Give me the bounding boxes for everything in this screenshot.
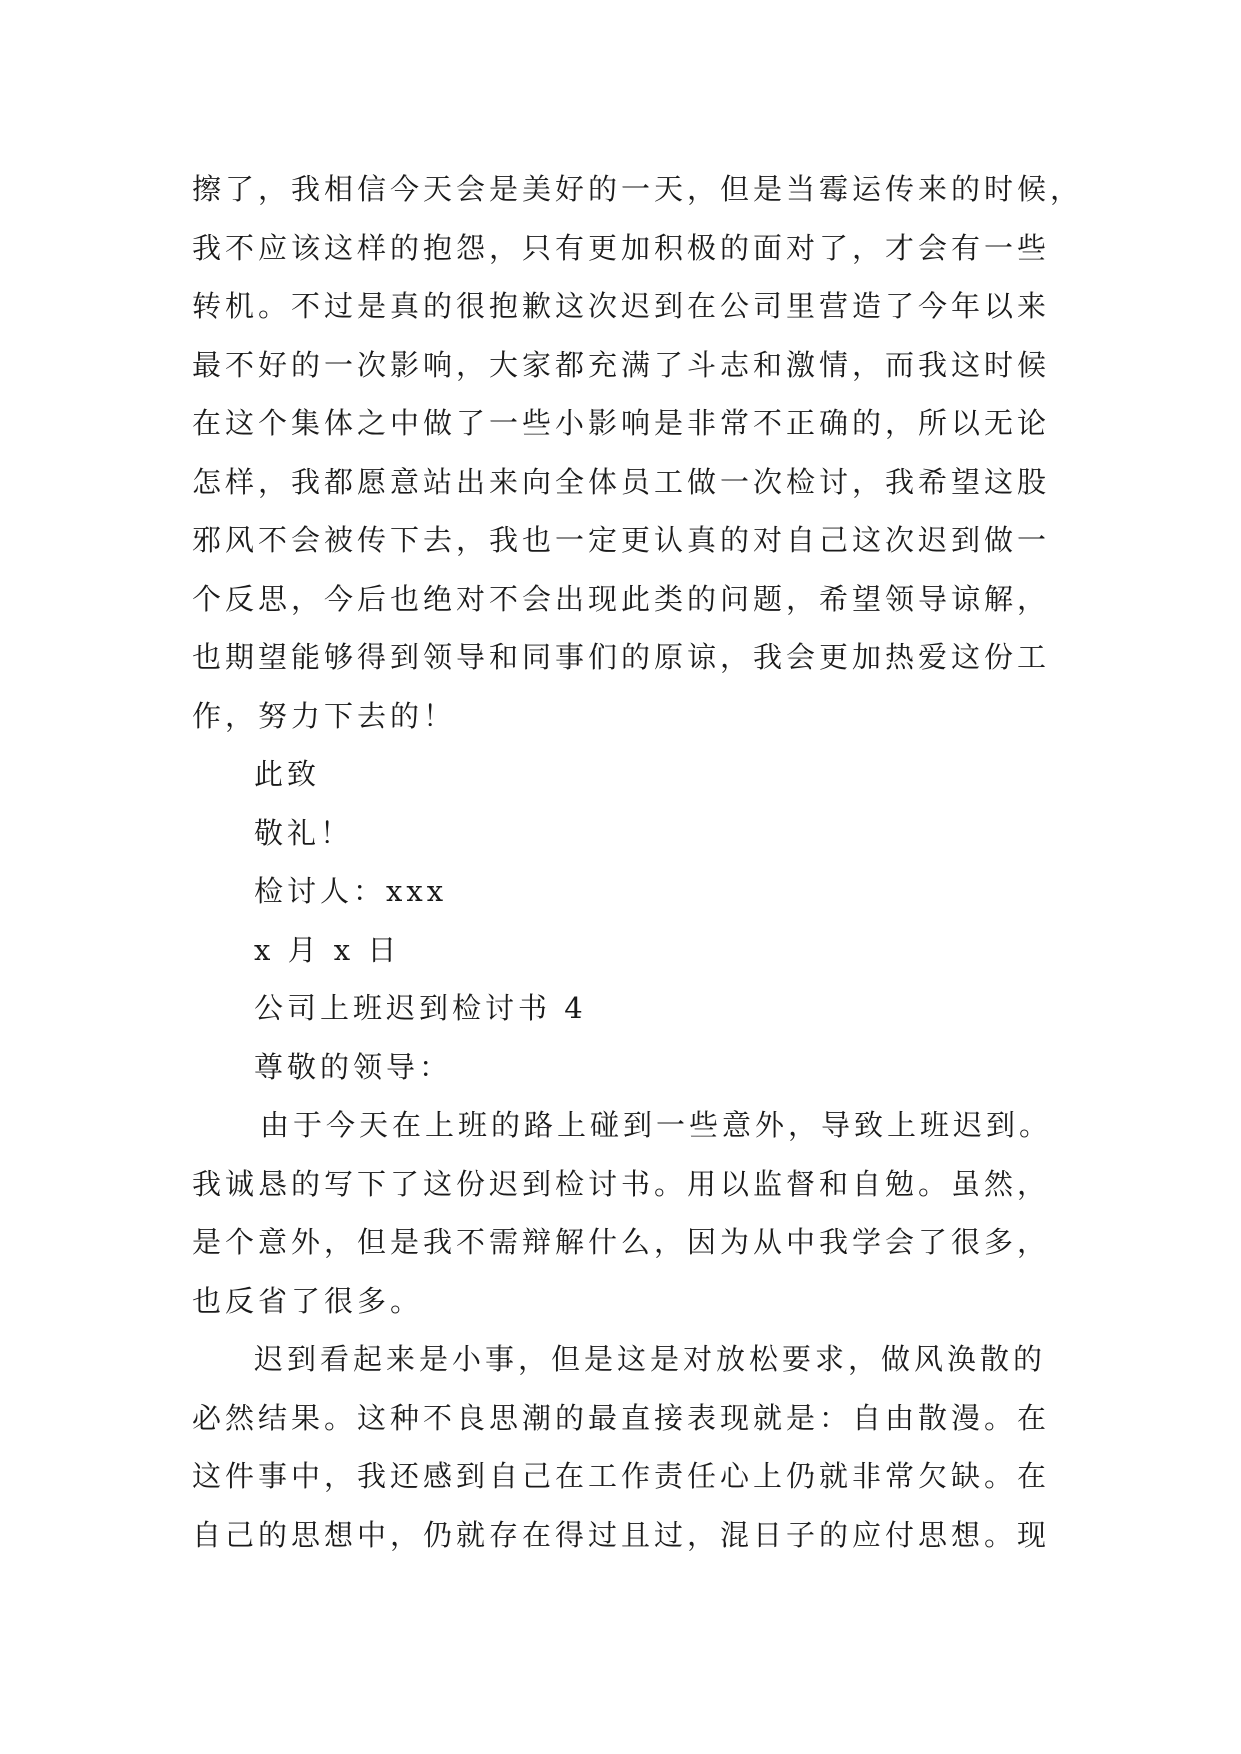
paragraph-line: 最不好的一次影响，大家都充满了斗志和激情，而我这时候 bbox=[192, 347, 1051, 382]
paragraph-line: 这件事中，我还感到自己在工作责任心上仍就非常欠缺。在 bbox=[192, 1459, 1051, 1493]
paragraph-2 bbox=[192, 1096, 1072, 1330]
date-line: x 月 x 日 bbox=[254, 932, 401, 967]
paragraph-line: 擦了，我相信今天会是美好的一天，但是当霉运传来的时候， bbox=[192, 172, 1084, 206]
closing-line-2: 敬礼！ bbox=[254, 815, 354, 850]
salutation: 尊敬的领导： bbox=[254, 1049, 453, 1084]
paragraph-line: 在这个集体之中做了一些小影响是非常不正确的，所以无论 bbox=[192, 406, 1051, 440]
paragraph-3 bbox=[192, 1330, 1072, 1564]
paragraph-line: 也期望能够得到领导和同事们的原谅，我会更加热爱这份工 bbox=[192, 640, 1051, 674]
signer-line: 检讨人：xxx bbox=[254, 874, 448, 908]
paragraph-line: 作，努力下去的！ bbox=[192, 698, 457, 733]
paragraph-line: 迟到看起来是小事，但是这是对放松要求，做风涣散的 bbox=[254, 1342, 1047, 1376]
paragraph-line: 怎样，我都愿意站出来向全体员工做一次检讨，我希望这股 bbox=[192, 464, 1051, 499]
paragraph-line: 我诚恳的写下了这份迟到检讨书。用以监督和自勉。虽然， bbox=[192, 1166, 1051, 1201]
paragraph-1 bbox=[192, 160, 1084, 745]
paragraph-line: 由于今天在上班的路上碰到一些意外，导致上班迟到。 bbox=[260, 1108, 1053, 1142]
section-title: 公司上班迟到检讨书 4 bbox=[254, 991, 587, 1025]
paragraph-line: 个反思，今后也绝对不会出现此类的问题，希望领导谅解， bbox=[192, 581, 1051, 616]
paragraph-line: 是个意外，但是我不需辩解什么，因为从中我学会了很多， bbox=[192, 1225, 1051, 1259]
closing-line-1: 此致 bbox=[254, 757, 321, 791]
paragraph-line: 转机。不过是真的很抱歉这次迟到在公司里营造了今年以来 bbox=[192, 289, 1051, 323]
document-body bbox=[192, 160, 1084, 1564]
paragraph-line: 邪风不会被传下去，我也一定更认真的对自己这次迟到做一 bbox=[192, 523, 1051, 557]
paragraph-line: 自己的思想中，仍就存在得过且过，混日子的应付思想。现 bbox=[192, 1517, 1051, 1552]
paragraph-line: 也反省了很多。 bbox=[192, 1283, 424, 1318]
paragraph-line: 我不应该这样的抱怨，只有更加积极的面对了，才会有一些 bbox=[192, 230, 1051, 265]
paragraph-line: 必然结果。这种不良思潮的最直接表现就是：自由散漫。在 bbox=[192, 1400, 1051, 1435]
